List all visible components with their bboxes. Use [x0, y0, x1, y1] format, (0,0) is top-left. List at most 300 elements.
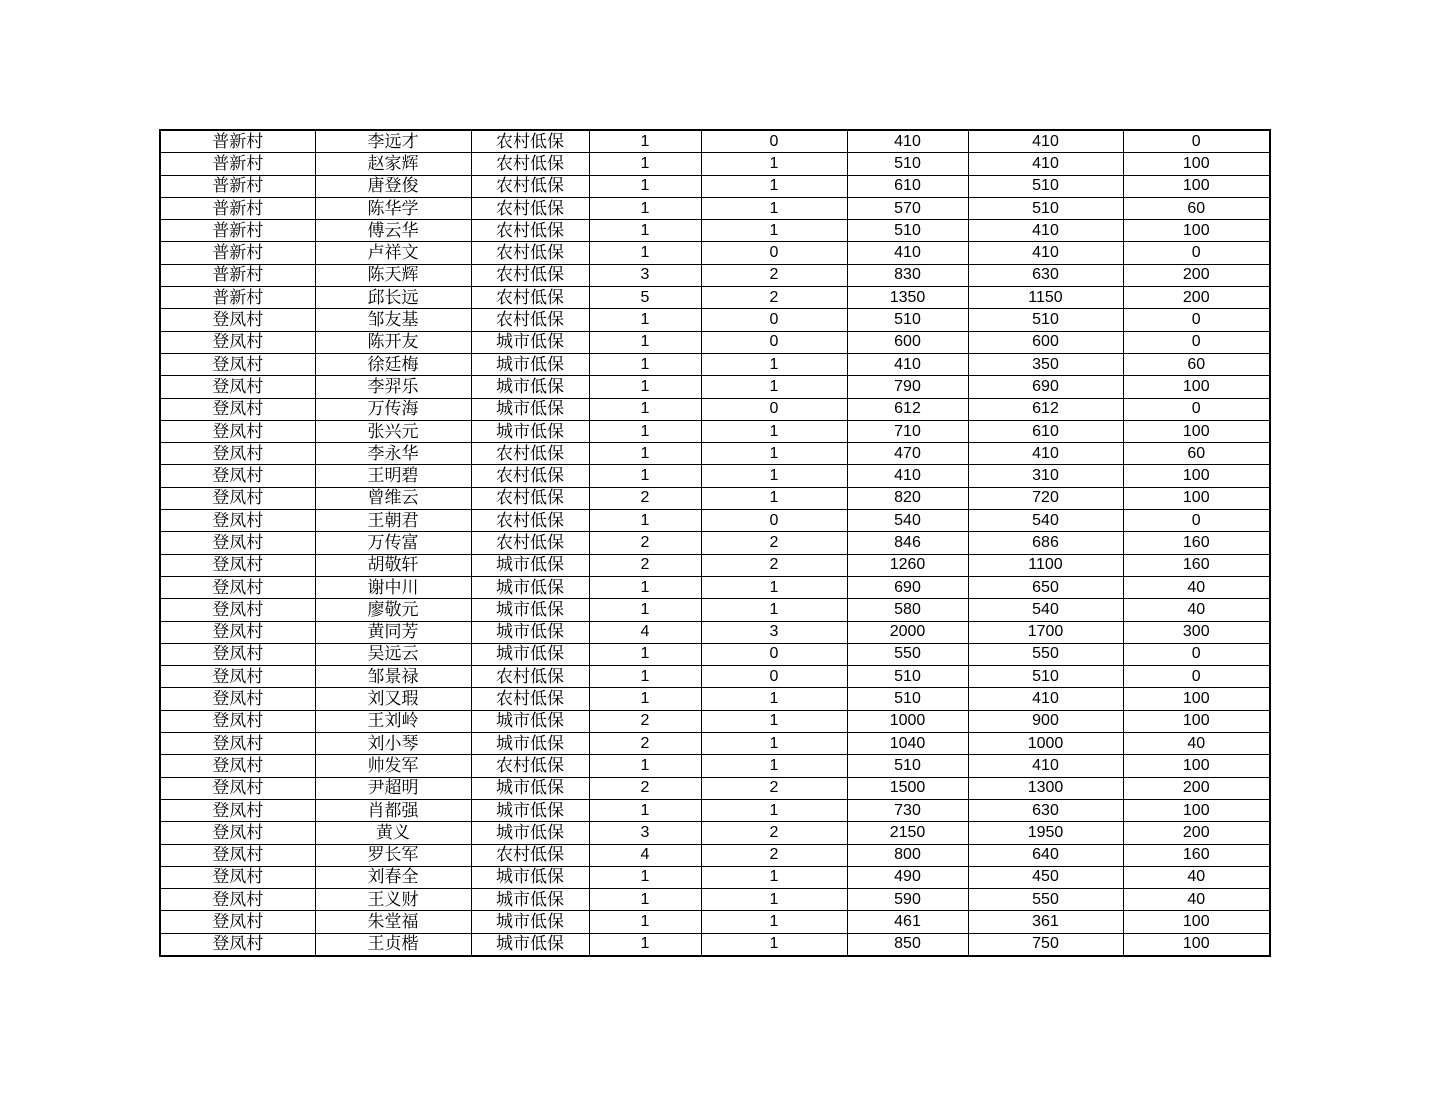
table-row: [160, 264, 1270, 286]
name-cell: 黄义: [315, 822, 471, 844]
base-amount-cell: 410: [968, 242, 1123, 264]
base-amount-cell: 410: [968, 443, 1123, 465]
table-row: [160, 755, 1270, 777]
type-cell: 城市低保: [471, 376, 589, 398]
type-cell: 城市低保: [471, 353, 589, 375]
household-count-cell: 3: [589, 822, 701, 844]
name-cell: 朱堂福: [315, 911, 471, 933]
extra-amount-cell: 100: [1123, 799, 1270, 821]
base-amount-cell: 1950: [968, 822, 1123, 844]
table-row: [160, 197, 1270, 219]
base-amount-cell: 900: [968, 710, 1123, 732]
extra-amount-cell: 100: [1123, 175, 1270, 197]
name-cell: 陈开友: [315, 331, 471, 353]
type-cell: 农村低保: [471, 175, 589, 197]
household-count-cell: 1: [589, 175, 701, 197]
subsidy-count-cell: 2: [701, 287, 847, 309]
name-cell: 尹超明: [315, 777, 471, 799]
name-cell: 帅发军: [315, 755, 471, 777]
type-cell: 城市低保: [471, 822, 589, 844]
name-cell: 王贞楷: [315, 933, 471, 956]
table-row: [160, 487, 1270, 509]
base-amount-cell: 550: [968, 889, 1123, 911]
name-cell: 肖都强: [315, 799, 471, 821]
base-amount-cell: 690: [968, 376, 1123, 398]
extra-amount-cell: 100: [1123, 465, 1270, 487]
subsidy-count-cell: 1: [701, 576, 847, 598]
name-cell: 赵家辉: [315, 153, 471, 175]
household-count-cell: 1: [589, 331, 701, 353]
table-row: [160, 287, 1270, 309]
type-cell: 农村低保: [471, 487, 589, 509]
subsidy-count-cell: 0: [701, 666, 847, 688]
type-cell: 农村低保: [471, 755, 589, 777]
extra-amount-cell: 40: [1123, 889, 1270, 911]
table-row: [160, 398, 1270, 420]
table-row: [160, 643, 1270, 665]
household-count-cell: 1: [589, 799, 701, 821]
base-amount-cell: 1000: [968, 733, 1123, 755]
base-amount-cell: 630: [968, 264, 1123, 286]
type-cell: 城市低保: [471, 599, 589, 621]
extra-amount-cell: 200: [1123, 822, 1270, 844]
name-cell: 廖敬元: [315, 599, 471, 621]
subsidy-count-cell: 2: [701, 777, 847, 799]
village-cell: 登凤村: [160, 688, 315, 710]
table-row: [160, 599, 1270, 621]
base-amount-cell: 1700: [968, 621, 1123, 643]
village-cell: 登凤村: [160, 822, 315, 844]
base-amount-cell: 1150: [968, 287, 1123, 309]
base-amount-cell: 1300: [968, 777, 1123, 799]
household-count-cell: 2: [589, 710, 701, 732]
village-cell: 普新村: [160, 130, 315, 153]
subsidy-count-cell: 1: [701, 153, 847, 175]
name-cell: 王朝君: [315, 510, 471, 532]
name-cell: 刘小琴: [315, 733, 471, 755]
subsidy-count-cell: 1: [701, 889, 847, 911]
subsidy-table: [159, 129, 1271, 957]
subsidy-count-cell: 2: [701, 532, 847, 554]
table-row: [160, 844, 1270, 866]
household-count-cell: 1: [589, 643, 701, 665]
subsidy-count-cell: 3: [701, 621, 847, 643]
subsidy-count-cell: 1: [701, 420, 847, 442]
household-count-cell: 2: [589, 532, 701, 554]
name-cell: 陈天辉: [315, 264, 471, 286]
village-cell: 登凤村: [160, 844, 315, 866]
type-cell: 城市低保: [471, 643, 589, 665]
base-amount-cell: 686: [968, 532, 1123, 554]
village-cell: 登凤村: [160, 666, 315, 688]
name-cell: 唐登俊: [315, 175, 471, 197]
village-cell: 登凤村: [160, 420, 315, 442]
village-cell: 普新村: [160, 242, 315, 264]
subsidy-count-cell: 1: [701, 487, 847, 509]
table-row: [160, 443, 1270, 465]
subsidy-count-cell: 0: [701, 510, 847, 532]
total-amount-cell: 410: [847, 242, 968, 264]
household-count-cell: 1: [589, 688, 701, 710]
household-count-cell: 1: [589, 599, 701, 621]
extra-amount-cell: 160: [1123, 532, 1270, 554]
extra-amount-cell: 100: [1123, 933, 1270, 956]
total-amount-cell: 1500: [847, 777, 968, 799]
base-amount-cell: 550: [968, 643, 1123, 665]
base-amount-cell: 310: [968, 465, 1123, 487]
type-cell: 农村低保: [471, 510, 589, 532]
base-amount-cell: 510: [968, 666, 1123, 688]
type-cell: 城市低保: [471, 420, 589, 442]
household-count-cell: 4: [589, 621, 701, 643]
base-amount-cell: 510: [968, 197, 1123, 219]
extra-amount-cell: 0: [1123, 242, 1270, 264]
extra-amount-cell: 0: [1123, 666, 1270, 688]
subsidy-count-cell: 1: [701, 465, 847, 487]
name-cell: 罗长军: [315, 844, 471, 866]
total-amount-cell: 590: [847, 889, 968, 911]
type-cell: 农村低保: [471, 153, 589, 175]
name-cell: 黄同芳: [315, 621, 471, 643]
extra-amount-cell: 200: [1123, 287, 1270, 309]
subsidy-count-cell: 1: [701, 755, 847, 777]
type-cell: 城市低保: [471, 331, 589, 353]
subsidy-count-cell: 0: [701, 331, 847, 353]
household-count-cell: 1: [589, 220, 701, 242]
name-cell: 万传富: [315, 532, 471, 554]
subsidy-count-cell: 1: [701, 688, 847, 710]
total-amount-cell: 790: [847, 376, 968, 398]
type-cell: 农村低保: [471, 443, 589, 465]
household-count-cell: 1: [589, 510, 701, 532]
village-cell: 登凤村: [160, 309, 315, 331]
subsidy-count-cell: 1: [701, 710, 847, 732]
table-row: [160, 220, 1270, 242]
name-cell: 刘春全: [315, 866, 471, 888]
household-count-cell: 1: [589, 755, 701, 777]
type-cell: 城市低保: [471, 866, 589, 888]
table-row: [160, 777, 1270, 799]
total-amount-cell: 470: [847, 443, 968, 465]
total-amount-cell: 1000: [847, 710, 968, 732]
extra-amount-cell: 40: [1123, 599, 1270, 621]
subsidy-count-cell: 1: [701, 197, 847, 219]
name-cell: 李远才: [315, 130, 471, 153]
name-cell: 邱长远: [315, 287, 471, 309]
village-cell: 登凤村: [160, 755, 315, 777]
base-amount-cell: 600: [968, 331, 1123, 353]
household-count-cell: 1: [589, 420, 701, 442]
type-cell: 农村低保: [471, 130, 589, 153]
type-cell: 农村低保: [471, 666, 589, 688]
base-amount-cell: 1100: [968, 554, 1123, 576]
extra-amount-cell: 0: [1123, 643, 1270, 665]
base-amount-cell: 640: [968, 844, 1123, 866]
type-cell: 城市低保: [471, 889, 589, 911]
household-count-cell: 1: [589, 465, 701, 487]
total-amount-cell: 690: [847, 576, 968, 598]
household-count-cell: 1: [589, 576, 701, 598]
name-cell: 徐廷梅: [315, 353, 471, 375]
type-cell: 农村低保: [471, 309, 589, 331]
table-row: [160, 153, 1270, 175]
name-cell: 谢中川: [315, 576, 471, 598]
extra-amount-cell: 100: [1123, 376, 1270, 398]
household-count-cell: 2: [589, 777, 701, 799]
village-cell: 登凤村: [160, 532, 315, 554]
table-body: [160, 130, 1270, 956]
table-row: [160, 911, 1270, 933]
household-count-cell: 1: [589, 130, 701, 153]
table-row: [160, 889, 1270, 911]
household-count-cell: 1: [589, 866, 701, 888]
extra-amount-cell: 0: [1123, 130, 1270, 153]
base-amount-cell: 650: [968, 576, 1123, 598]
type-cell: 城市低保: [471, 554, 589, 576]
household-count-cell: 1: [589, 153, 701, 175]
base-amount-cell: 750: [968, 933, 1123, 956]
subsidy-count-cell: 1: [701, 353, 847, 375]
base-amount-cell: 410: [968, 153, 1123, 175]
type-cell: 城市低保: [471, 398, 589, 420]
total-amount-cell: 2150: [847, 822, 968, 844]
village-cell: 登凤村: [160, 599, 315, 621]
extra-amount-cell: 60: [1123, 353, 1270, 375]
village-cell: 登凤村: [160, 710, 315, 732]
subsidy-count-cell: 1: [701, 733, 847, 755]
household-count-cell: 1: [589, 933, 701, 956]
type-cell: 城市低保: [471, 777, 589, 799]
extra-amount-cell: 60: [1123, 443, 1270, 465]
type-cell: 农村低保: [471, 465, 589, 487]
total-amount-cell: 510: [847, 666, 968, 688]
name-cell: 王义财: [315, 889, 471, 911]
type-cell: 城市低保: [471, 621, 589, 643]
base-amount-cell: 510: [968, 309, 1123, 331]
table-row: [160, 175, 1270, 197]
table-row: [160, 621, 1270, 643]
total-amount-cell: 846: [847, 532, 968, 554]
village-cell: 普新村: [160, 287, 315, 309]
table-row: [160, 331, 1270, 353]
name-cell: 李永华: [315, 443, 471, 465]
extra-amount-cell: 100: [1123, 710, 1270, 732]
total-amount-cell: 510: [847, 755, 968, 777]
name-cell: 吴远云: [315, 643, 471, 665]
village-cell: 登凤村: [160, 443, 315, 465]
total-amount-cell: 580: [847, 599, 968, 621]
subsidy-count-cell: 1: [701, 933, 847, 956]
subsidy-count-cell: 0: [701, 309, 847, 331]
subsidy-count-cell: 1: [701, 443, 847, 465]
village-cell: 登凤村: [160, 554, 315, 576]
base-amount-cell: 540: [968, 510, 1123, 532]
subsidy-count-cell: 1: [701, 175, 847, 197]
type-cell: 农村低保: [471, 287, 589, 309]
total-amount-cell: 600: [847, 331, 968, 353]
name-cell: 邹友基: [315, 309, 471, 331]
extra-amount-cell: 0: [1123, 331, 1270, 353]
village-cell: 普新村: [160, 197, 315, 219]
village-cell: 登凤村: [160, 733, 315, 755]
village-cell: 登凤村: [160, 777, 315, 799]
household-count-cell: 2: [589, 487, 701, 509]
household-count-cell: 1: [589, 398, 701, 420]
name-cell: 王明碧: [315, 465, 471, 487]
subsidy-count-cell: 2: [701, 822, 847, 844]
village-cell: 登凤村: [160, 398, 315, 420]
base-amount-cell: 612: [968, 398, 1123, 420]
type-cell: 城市低保: [471, 799, 589, 821]
base-amount-cell: 450: [968, 866, 1123, 888]
name-cell: 李羿乐: [315, 376, 471, 398]
household-count-cell: 5: [589, 287, 701, 309]
total-amount-cell: 830: [847, 264, 968, 286]
total-amount-cell: 1350: [847, 287, 968, 309]
village-cell: 登凤村: [160, 510, 315, 532]
extra-amount-cell: 40: [1123, 576, 1270, 598]
village-cell: 登凤村: [160, 465, 315, 487]
total-amount-cell: 612: [847, 398, 968, 420]
extra-amount-cell: 200: [1123, 264, 1270, 286]
table-row: [160, 532, 1270, 554]
extra-amount-cell: 60: [1123, 197, 1270, 219]
name-cell: 卢祥文: [315, 242, 471, 264]
name-cell: 刘又瑕: [315, 688, 471, 710]
name-cell: 胡敬轩: [315, 554, 471, 576]
total-amount-cell: 410: [847, 465, 968, 487]
total-amount-cell: 410: [847, 130, 968, 153]
name-cell: 张兴元: [315, 420, 471, 442]
total-amount-cell: 570: [847, 197, 968, 219]
total-amount-cell: 850: [847, 933, 968, 956]
extra-amount-cell: 160: [1123, 844, 1270, 866]
base-amount-cell: 410: [968, 130, 1123, 153]
total-amount-cell: 510: [847, 153, 968, 175]
type-cell: 农村低保: [471, 688, 589, 710]
type-cell: 城市低保: [471, 733, 589, 755]
household-count-cell: 2: [589, 733, 701, 755]
table-row: [160, 710, 1270, 732]
subsidy-count-cell: 1: [701, 599, 847, 621]
subsidy-count-cell: 0: [701, 130, 847, 153]
extra-amount-cell: 100: [1123, 487, 1270, 509]
subsidy-count-cell: 2: [701, 554, 847, 576]
name-cell: 曾维云: [315, 487, 471, 509]
table-row: [160, 309, 1270, 331]
type-cell: 农村低保: [471, 220, 589, 242]
base-amount-cell: 350: [968, 353, 1123, 375]
table-row: [160, 666, 1270, 688]
subsidy-count-cell: 1: [701, 376, 847, 398]
subsidy-count-cell: 2: [701, 844, 847, 866]
total-amount-cell: 1040: [847, 733, 968, 755]
extra-amount-cell: 40: [1123, 866, 1270, 888]
extra-amount-cell: 100: [1123, 420, 1270, 442]
table-row: [160, 576, 1270, 598]
table-row: [160, 130, 1270, 153]
household-count-cell: 1: [589, 242, 701, 264]
subsidy-count-cell: 0: [701, 643, 847, 665]
subsidy-count-cell: 2: [701, 264, 847, 286]
village-cell: 登凤村: [160, 933, 315, 956]
total-amount-cell: 461: [847, 911, 968, 933]
name-cell: 万传海: [315, 398, 471, 420]
table-row: [160, 465, 1270, 487]
village-cell: 登凤村: [160, 353, 315, 375]
type-cell: 城市低保: [471, 911, 589, 933]
type-cell: 农村低保: [471, 532, 589, 554]
village-cell: 普新村: [160, 175, 315, 197]
subsidy-count-cell: 0: [701, 242, 847, 264]
total-amount-cell: 410: [847, 353, 968, 375]
household-count-cell: 1: [589, 443, 701, 465]
extra-amount-cell: 100: [1123, 688, 1270, 710]
household-count-cell: 1: [589, 911, 701, 933]
subsidy-count-cell: 0: [701, 398, 847, 420]
type-cell: 城市低保: [471, 576, 589, 598]
table-row: [160, 866, 1270, 888]
household-count-cell: 1: [589, 376, 701, 398]
village-cell: 登凤村: [160, 911, 315, 933]
name-cell: 傅云华: [315, 220, 471, 242]
extra-amount-cell: 0: [1123, 510, 1270, 532]
household-count-cell: 1: [589, 889, 701, 911]
name-cell: 王刘岭: [315, 710, 471, 732]
total-amount-cell: 540: [847, 510, 968, 532]
base-amount-cell: 410: [968, 688, 1123, 710]
type-cell: 城市低保: [471, 710, 589, 732]
total-amount-cell: 820: [847, 487, 968, 509]
household-count-cell: 3: [589, 264, 701, 286]
village-cell: 登凤村: [160, 866, 315, 888]
village-cell: 普新村: [160, 264, 315, 286]
subsidy-count-cell: 1: [701, 220, 847, 242]
table-row: [160, 420, 1270, 442]
table-row: [160, 733, 1270, 755]
household-count-cell: 2: [589, 554, 701, 576]
base-amount-cell: 630: [968, 799, 1123, 821]
village-cell: 登凤村: [160, 487, 315, 509]
village-cell: 登凤村: [160, 331, 315, 353]
total-amount-cell: 490: [847, 866, 968, 888]
base-amount-cell: 361: [968, 911, 1123, 933]
table-row: [160, 933, 1270, 956]
village-cell: 登凤村: [160, 889, 315, 911]
total-amount-cell: 1260: [847, 554, 968, 576]
table-row: [160, 510, 1270, 532]
extra-amount-cell: 0: [1123, 309, 1270, 331]
base-amount-cell: 720: [968, 487, 1123, 509]
extra-amount-cell: 100: [1123, 220, 1270, 242]
table-row: [160, 353, 1270, 375]
household-count-cell: 1: [589, 353, 701, 375]
name-cell: 邹景禄: [315, 666, 471, 688]
table-row: [160, 799, 1270, 821]
household-count-cell: 1: [589, 666, 701, 688]
base-amount-cell: 410: [968, 755, 1123, 777]
base-amount-cell: 540: [968, 599, 1123, 621]
extra-amount-cell: 40: [1123, 733, 1270, 755]
total-amount-cell: 710: [847, 420, 968, 442]
table-row: [160, 376, 1270, 398]
village-cell: 登凤村: [160, 376, 315, 398]
subsidy-count-cell: 1: [701, 911, 847, 933]
village-cell: 登凤村: [160, 621, 315, 643]
total-amount-cell: 510: [847, 688, 968, 710]
base-amount-cell: 610: [968, 420, 1123, 442]
household-count-cell: 4: [589, 844, 701, 866]
